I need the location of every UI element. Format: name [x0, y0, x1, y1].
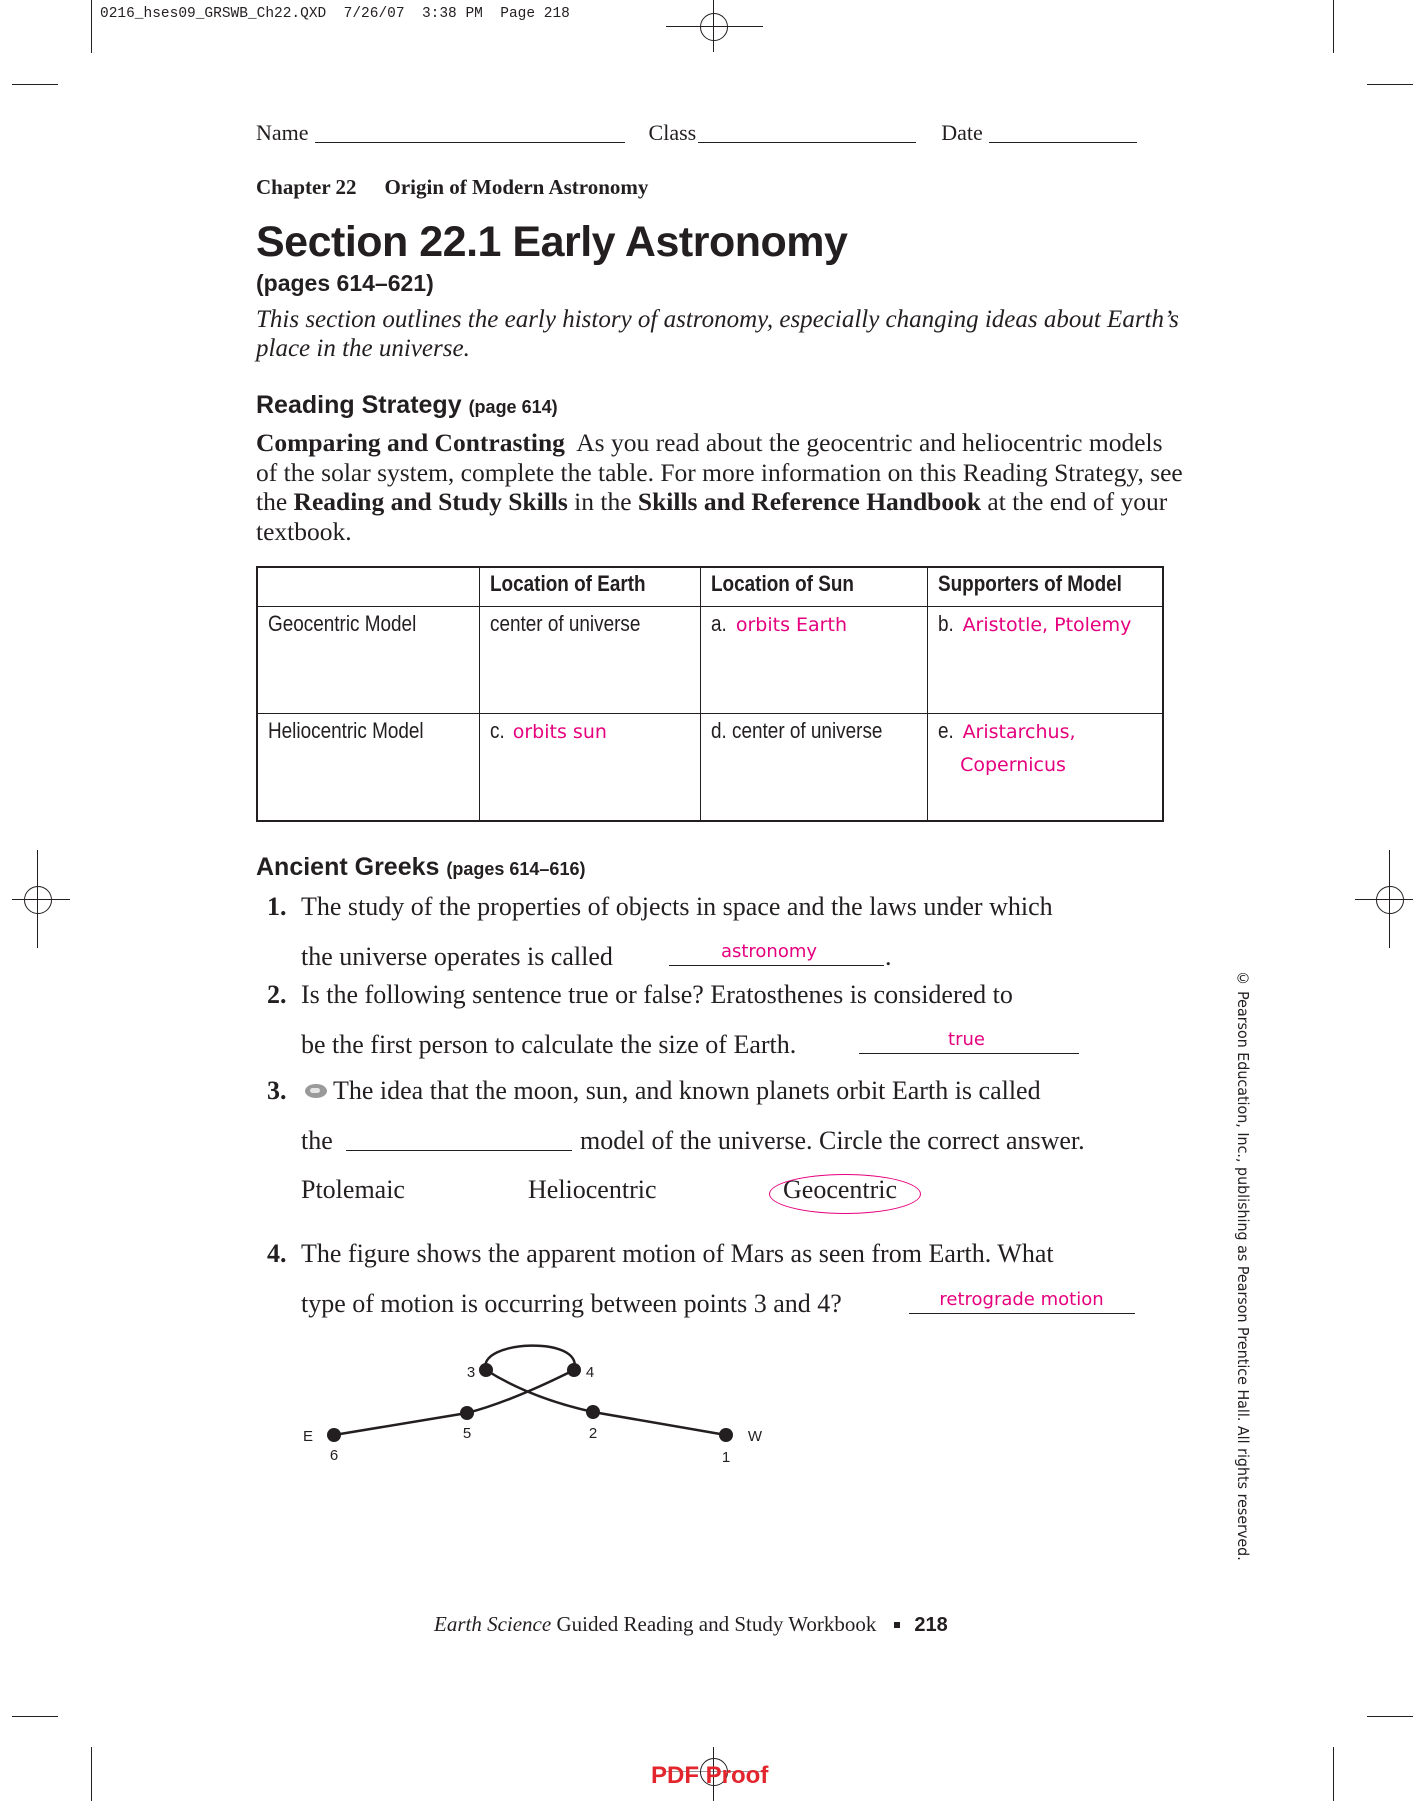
reading-strategy-heading — [256, 391, 558, 420]
crop-mark — [1367, 84, 1413, 85]
class-field[interactable] — [698, 120, 916, 143]
ancient-greeks-title: Ancient Greeks — [256, 853, 440, 881]
question-text: be the first person to calculate the size of Earth. — [301, 1030, 797, 1059]
retrograde-loop — [485, 1346, 574, 1370]
crop-mark — [91, 1747, 92, 1801]
point-label: 5 — [462, 1425, 472, 1442]
answer-text: Aristarchus, — [962, 721, 1076, 743]
page-footer — [434, 1612, 948, 1637]
question-text: 3. The idea that the moon, sun, and known planets orbit Earth is called — [267, 1076, 1041, 1105]
book-title-italic: Earth Science — [434, 1612, 552, 1636]
point-label: 6 — [329, 1447, 339, 1464]
reading-strategy-title: Reading Strategy — [256, 391, 462, 419]
point-6 — [327, 1428, 341, 1442]
sun-cell[interactable]: d. center of universe — [701, 714, 928, 822]
date-label: Date — [941, 120, 983, 145]
reading-strategy-pages: (page 614) — [468, 397, 558, 417]
page-number: 218 — [914, 1614, 948, 1636]
strategy-text: As you read about the geocentric and heliocentric models of the solar system, complete the table. For more information on this Reading Strategy, see the — [256, 428, 1190, 516]
book-title: Guided Reading and Study Workbook — [551, 1612, 877, 1636]
strategy-ref-2: Skills and Reference Handbook — [637, 487, 982, 516]
table-header: Location of Sun — [701, 567, 928, 607]
answer-text: retrograde motion — [939, 1289, 1104, 1310]
chapter-number: Chapter 22 — [256, 175, 357, 199]
question-text: the — [301, 1126, 333, 1155]
sun-cell[interactable]: a. orbits Earth — [701, 607, 928, 714]
answer-text: Aristotle, Ptolemy — [962, 614, 1132, 636]
copyright-notice: © Pearson Education, Inc., publishing as Pearson Prentice Hall. All rights reserved. — [1234, 970, 1252, 1561]
answer-blank[interactable] — [669, 965, 884, 966]
row-label: Geocentric Model — [257, 607, 479, 714]
table-header — [257, 567, 479, 607]
answer-text: Copernicus — [960, 754, 1066, 776]
question-text: the universe operates is called — [301, 942, 613, 971]
answer-circle — [769, 1174, 921, 1214]
reading-strategy-text — [256, 428, 1190, 546]
file-slug: 0216_hses09_GRSWB_Ch22.QXD 7/26/07 3:38 PM Page 218 — [100, 6, 570, 22]
strategy-lead: Comparing and Contrasting — [256, 428, 565, 457]
motion-path-west — [486, 1370, 726, 1435]
point-3 — [479, 1363, 493, 1377]
point-4 — [567, 1363, 581, 1377]
choice-geocentric[interactable]: Geocentric — [783, 1175, 898, 1204]
student-info-fields — [256, 120, 1168, 146]
section-intro: This section outlines the early history of astronomy, especially changing ideas about Earth’s place in the universe. — [256, 306, 1179, 362]
registration-mark — [24, 886, 52, 914]
answer-text: true — [948, 1029, 985, 1050]
question-text: 1. The study of the properties of objects in space and the laws under which — [267, 892, 1053, 921]
answer-text: astronomy — [720, 941, 818, 962]
question-text: 4. The figure shows the apparent motion of Mars as seen from Earth. What — [267, 1239, 1054, 1268]
earth-cell[interactable]: center of universe — [479, 607, 701, 714]
table-header: Location of Earth — [479, 567, 701, 607]
chapter-heading — [256, 175, 648, 200]
key-icon — [305, 1084, 327, 1098]
question-text: model of the universe. Circle the correct answer. — [580, 1126, 1085, 1155]
answer-blank[interactable] — [346, 1150, 572, 1151]
answer-text: orbits Earth — [735, 614, 847, 636]
crop-mark — [12, 84, 58, 85]
table-row — [257, 607, 1163, 714]
name-field[interactable] — [315, 120, 625, 143]
point-label: 1 — [721, 1449, 731, 1466]
section-title: Section 22.1 Early Astronomy — [256, 218, 848, 266]
question-text: 2. Is the following sentence true or false? Eratosthenes is considered to — [267, 980, 1013, 1009]
strategy-ref-1: Reading and Study Skills — [293, 487, 568, 516]
choice-heliocentric[interactable]: Heliocentric — [528, 1175, 657, 1204]
class-label: Class — [648, 120, 697, 145]
ancient-greeks-pages: (pages 614–616) — [446, 859, 586, 879]
table-header-row — [257, 567, 1163, 607]
date-field[interactable] — [989, 120, 1137, 143]
crop-mark — [12, 1716, 58, 1717]
crop-mark — [1333, 0, 1334, 53]
answer-blank[interactable] — [909, 1313, 1135, 1314]
direction-west: W — [747, 1428, 763, 1445]
point-label: 4 — [585, 1364, 595, 1381]
name-label: Name — [256, 120, 309, 145]
registration-mark — [700, 13, 728, 41]
point-label: 2 — [588, 1425, 598, 1442]
section-pages: (pages 614–621) — [256, 270, 434, 296]
ancient-greeks-heading — [256, 853, 585, 882]
crop-mark — [1367, 1716, 1413, 1717]
table-row — [257, 714, 1163, 822]
answer-blank[interactable] — [859, 1053, 1079, 1054]
point-5 — [460, 1406, 474, 1420]
direction-east: E — [302, 1428, 314, 1445]
answer-text: orbits sun — [512, 721, 607, 743]
crop-mark — [1333, 1747, 1334, 1801]
row-label: Heliocentric Model — [257, 714, 479, 822]
mars-motion-figure — [290, 1330, 790, 1480]
supporters-cell[interactable]: e. Aristarchus, Copernicus — [928, 714, 1163, 822]
registration-mark — [1376, 886, 1404, 914]
supporters-cell[interactable]: b. Aristotle, Ptolemy — [928, 607, 1163, 714]
point-label: 3 — [466, 1364, 476, 1381]
chapter-title: Origin of Modern Astronomy — [384, 175, 649, 199]
crop-mark — [91, 0, 92, 53]
question-text: . — [885, 942, 892, 971]
strategy-text: in the — [567, 487, 638, 516]
model-comparison-table — [256, 566, 1164, 822]
motion-path-east — [334, 1370, 574, 1435]
strategy-text: at the end of your textbook. — [256, 487, 1174, 546]
choice-ptolemaic[interactable]: Ptolemaic — [301, 1175, 405, 1204]
table-header: Supporters of Model — [928, 567, 1163, 607]
point-1 — [719, 1428, 733, 1442]
point-2 — [586, 1405, 600, 1419]
pdf-proof-watermark: PDF Proof — [651, 1762, 769, 1789]
earth-cell[interactable]: c. orbits sun — [479, 714, 701, 822]
question-text: type of motion is occurring between points 3 and 4? — [301, 1289, 842, 1318]
bullet-separator — [894, 1622, 900, 1628]
